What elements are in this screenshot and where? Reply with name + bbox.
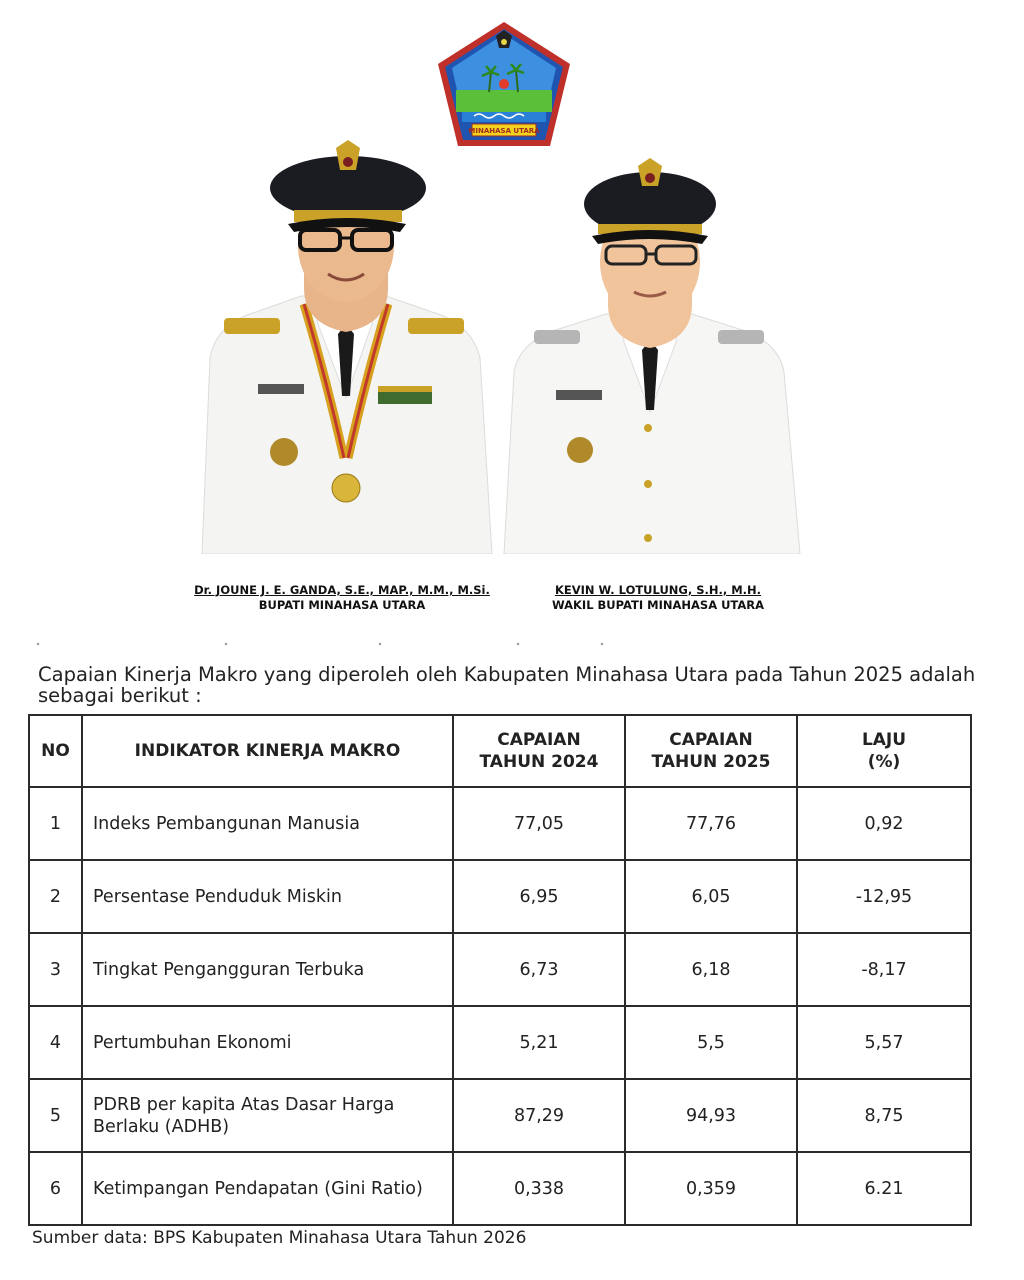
- cell-2024: 6,73: [453, 933, 625, 1006]
- table-row: [29, 1152, 971, 1225]
- cell-no: 1: [29, 787, 82, 860]
- kpi-table: [28, 714, 972, 1226]
- official-name: Dr. JOUNE J. E. GANDA, S.E., MAP., M.M., M.Si.: [194, 583, 490, 597]
- caption-bupati: [186, 583, 498, 613]
- officials-photo: [196, 128, 808, 554]
- cell-2024: 77,05: [453, 787, 625, 860]
- cell-2025: 94,93: [625, 1079, 797, 1152]
- header-2025: CAPAIAN TAHUN 2025: [625, 715, 797, 787]
- header-rate: LAJU (%): [797, 715, 971, 787]
- intro-text: Capaian Kinerja Makro yang diperoleh oleh Kabupaten Minahasa Utara pada Tahun 2025 adalah sebagai berikut :: [38, 663, 976, 707]
- caption-wakil-bupati: [540, 583, 776, 613]
- cell-indicator: Persentase Penduduk Miskin: [82, 860, 453, 933]
- cell-2024: 87,29: [453, 1079, 625, 1152]
- cell-rate: -12,95: [797, 860, 971, 933]
- header-2024: CAPAIAN TAHUN 2024: [453, 715, 625, 787]
- official-role: WAKIL BUPATI MINAHASA UTARA: [551, 598, 765, 612]
- cell-indicator: Tingkat Pengangguran Terbuka: [82, 933, 453, 1006]
- table-row: [29, 1006, 971, 1079]
- header-no: NO: [29, 715, 82, 787]
- cell-no: 6: [29, 1152, 82, 1225]
- cell-rate: 8,75: [797, 1079, 971, 1152]
- cell-2024: 0,338: [453, 1152, 625, 1225]
- divider: [30, 632, 990, 638]
- cell-no: 5: [29, 1079, 82, 1152]
- cell-no: 3: [29, 933, 82, 1006]
- cell-indicator: Pertumbuhan Ekonomi: [82, 1006, 453, 1079]
- table-header-row: [29, 715, 971, 787]
- table-row: [29, 1079, 971, 1152]
- cell-2024: 5,21: [453, 1006, 625, 1079]
- cell-2025: 6,18: [625, 933, 797, 1006]
- cell-2024: 6,95: [453, 860, 625, 933]
- cell-rate: 0,92: [797, 787, 971, 860]
- official-name: KEVIN W. LOTULUNG, S.H., M.H.: [554, 583, 762, 597]
- cell-rate: 6.21: [797, 1152, 971, 1225]
- table-row: [29, 933, 971, 1006]
- cell-indicator: Ketimpangan Pendapatan (Gini Ratio): [82, 1152, 453, 1225]
- table-row: [29, 787, 971, 860]
- cell-rate: -8,17: [797, 933, 971, 1006]
- logo-text: MINAHASA UTARA: [468, 127, 540, 135]
- cell-2025: 77,76: [625, 787, 797, 860]
- cell-no: 4: [29, 1006, 82, 1079]
- header-indicator: INDIKATOR KINERJA MAKRO: [82, 715, 453, 787]
- portrait-wakil-bupati: [504, 158, 800, 554]
- cell-rate: 5,57: [797, 1006, 971, 1079]
- portrait-bupati: [202, 140, 492, 554]
- cell-indicator: PDRB per kapita Atas Dasar Harga Berlaku (ADHB): [82, 1079, 453, 1152]
- official-role: BUPATI MINAHASA UTARA: [258, 598, 426, 612]
- cell-indicator: Indeks Pembangunan Manusia: [82, 787, 453, 860]
- table-row: [29, 860, 971, 933]
- cell-2025: 6,05: [625, 860, 797, 933]
- source-note: Sumber data: BPS Kabupaten Minahasa Utara Tahun 2026: [32, 1228, 527, 1248]
- cell-no: 2: [29, 860, 82, 933]
- cell-2025: 5,5: [625, 1006, 797, 1079]
- cell-2025: 0,359: [625, 1152, 797, 1225]
